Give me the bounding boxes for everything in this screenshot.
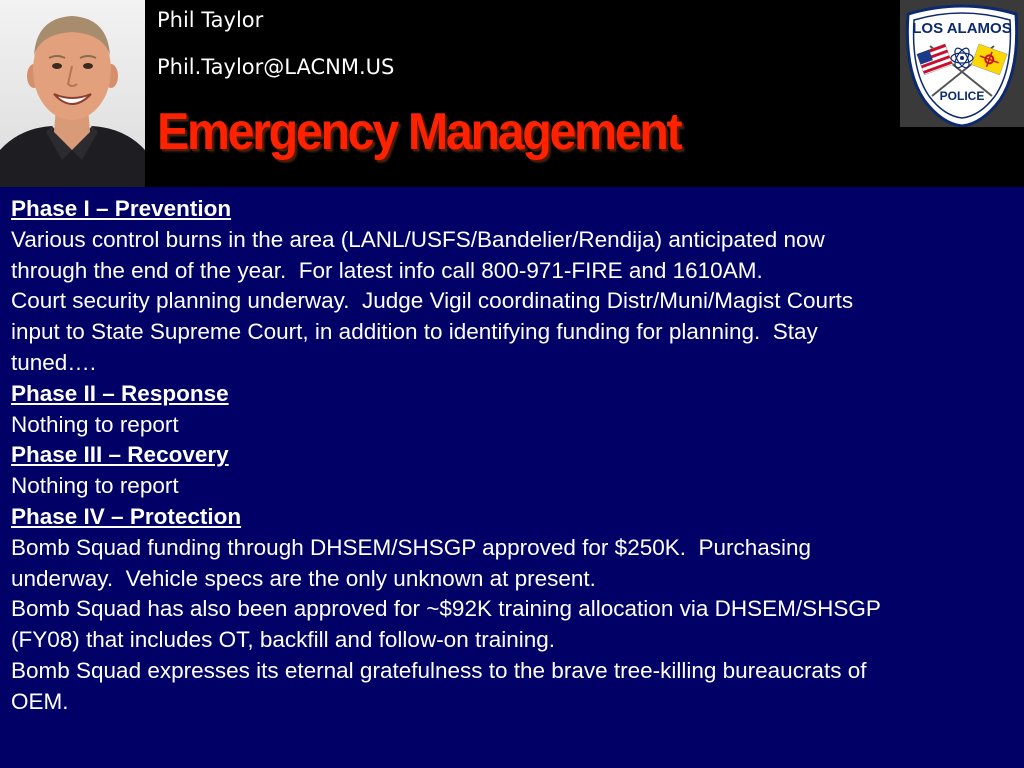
phase-4-line: Bomb Squad has also been approved for ~$92K training allocation via DHSEM/SHSGP bbox=[11, 596, 881, 622]
phase-2-line: Nothing to report bbox=[11, 411, 179, 437]
badge-icon bbox=[900, 0, 1024, 127]
badge-bottom-text: POLICE bbox=[939, 89, 985, 103]
phase-4-line: Bomb Squad funding through DHSEM/SHSGP approved for $250K. Purchasing bbox=[11, 534, 812, 560]
phase-1-line: tuned…. bbox=[11, 349, 97, 375]
phase-4-line: OEM. bbox=[11, 688, 69, 714]
phase-1-line: input to State Supreme Court, in addition to identifying funding for planning. Stay bbox=[11, 319, 818, 345]
phase-4-heading: Phase IV – Protection bbox=[11, 503, 242, 529]
phase-3-line: Nothing to report bbox=[11, 473, 179, 499]
phase-1-line: Court security planning underway. Judge Vigil coordinating Distr/Muni/Magist Courts bbox=[11, 288, 854, 314]
portrait-illustration bbox=[0, 0, 145, 187]
police-badge-logo bbox=[900, 0, 1024, 127]
body-content bbox=[11, 194, 1011, 718]
phase-3-heading: Phase III – Recovery bbox=[11, 442, 229, 468]
phase-1-heading: Phase I – Prevention bbox=[11, 196, 232, 221]
phase-4-line: (FY08) that includes OT, backfill and follow-on training. bbox=[11, 627, 556, 653]
contact-email[interactable]: Phil.Taylor@LACNM.US bbox=[157, 55, 395, 79]
contact-name: Phil Taylor bbox=[157, 8, 264, 32]
phase-1-line: through the end of the year. For latest info call 800-971-FIRE and 1610AM. bbox=[11, 257, 763, 283]
header-banner bbox=[0, 0, 1024, 187]
page-title: Emergency Management bbox=[157, 103, 681, 161]
portrait-photo bbox=[0, 0, 145, 187]
phase-4-line: underway. Vehicle specs are the only unknown at present. bbox=[11, 565, 596, 591]
phase-1-line: Various control burns in the area (LANL/USFS/Bandelier/Rendija) anticipated now bbox=[11, 226, 825, 252]
phase-2-heading: Phase II – Response bbox=[11, 380, 229, 406]
phase-4-line: Bomb Squad expresses its eternal gratefulness to the brave tree-killing bureaucrats of bbox=[11, 657, 867, 683]
badge-top-text: LOS ALAMOS bbox=[912, 20, 1012, 37]
